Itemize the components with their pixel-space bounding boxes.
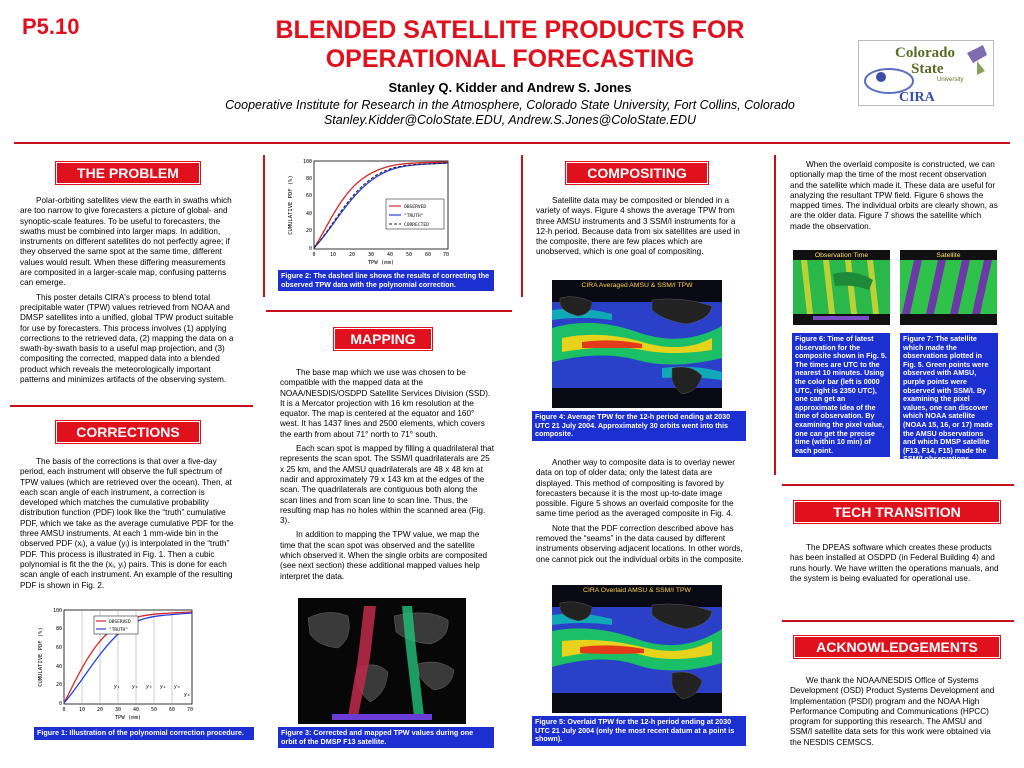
figure-4-map [552, 280, 722, 408]
institution-line: Cooperative Institute for Research in the Atmosphere, Colorado State University, Fort Collins, Colorado [225, 98, 795, 112]
figure-7-map [900, 250, 997, 325]
fig1-xtick-20: 20 [96, 707, 104, 713]
corrections-text [20, 457, 242, 595]
fig2-legend-observed: OBSERVED [404, 205, 427, 210]
tech-transition-text [790, 543, 1002, 588]
figure-6-graphic [793, 250, 890, 325]
figure-1 [34, 604, 196, 722]
fig1-xtick-10: 10 [78, 707, 86, 713]
fig2-ytick-100: 100 [302, 159, 312, 165]
corrections-paragraph-1: The basis of the corrections is that over a five-day period, each instrument will observe the full spectrum of TPW values (which are retrieved over the ocean). Then, at each scan angle of each instrument, a correction is developed which matches the cumulative probability distribution function (PDF) look like the “truth” cumulative PDF, which we take as the average cumulative PDF for the three AMSU instruments. At each 1 mm-wide bin in the observed PDF (xᵢ), a value (yᵢ) is interpolated in the “truth” PDF. This process is illustrated in Fig. 1. Then a cubic polynomial is fit the the (xᵢ, yᵢ) pairs. This is done for each scan angle of each instrument. An example of the resulting PDF is shown in Fig. 2. [20, 457, 234, 590]
fig1-ytick-100: 100 [52, 608, 62, 614]
acknowledgements-text [790, 676, 1002, 752]
acknowledgements-heading: ACKNOWLEDGEMENTS [794, 636, 1000, 658]
mapping-paragraph-3: In addition to mapping the TPW value, we map the time that the scan spot was observed and the satellite which observed it. When the single orbits are composited (see next section) these additional mapped values help interpret the data. [280, 530, 488, 581]
fig2-legend-truth: "TRUTH" [404, 214, 424, 219]
fig2-ytick-80: 80 [305, 176, 312, 182]
figure-5-caption: Figure 5: Overlaid TPW for the 12-h period ending at 2030 UTC 21 July 2004 (only the most recent datum at a point is shown). [532, 716, 746, 746]
fig2-legend-corrected: CORRECTED [404, 223, 429, 228]
problem-text [20, 196, 238, 389]
fig1-ytick-40: 40 [55, 664, 62, 670]
problem-heading: THE PROBLEM [56, 162, 200, 184]
figure-3-caption: Figure 3: Corrected and mapped TPW values during one orbit of the DMSP F13 satellite. [278, 727, 494, 748]
logo-state: State [911, 61, 944, 77]
fig2-xtick-70: 70 [442, 252, 450, 258]
fig2-xtick-30: 30 [367, 252, 375, 258]
fig1-xtick-30: 30 [114, 707, 122, 713]
figure-1-caption: Figure 1: Illustration of the polynomial correction procedure. [34, 727, 254, 740]
fig1-y4: y₄ [160, 684, 167, 690]
fig1-legend-observed: OBSERVED [109, 620, 131, 625]
fig1-xtick-40: 40 [132, 707, 140, 713]
mapping-paragraph-2: Each scan spot is mapped by filling a quadrilateral that represents the scan spot. The SSM/I quadrilaterals are 25 x 25 km, and the AMSU quadrilaterals are 48 x 48 km at nadir and approximately 79 x 143 km at the edges of the scan. The quadrilaterals are contiguous both along the scan lines and from scan line to scan line. Thus, the resulting map has no holes within the scanned area (Fig. 3). [280, 444, 494, 526]
authors: Stanley Q. Kidder and Andrew S. Jones [388, 80, 632, 95]
poster-title-line2: OPERATIONAL FORECASTING [325, 45, 695, 73]
problem-paragraph-1: Polar-orbiting satellites view the earth in swaths which are too narrow to give forecasters a picture of global- and synoptic-scale features. To be useful to forecasters, the swaths must be combined into larger maps. In addition, instruments on different satellites do not perfectly agree; if they observed the same spot at the same time, different values would result. When these differing measurements are composited in a larger-scale map, confusing patterns can emerge. [20, 196, 232, 288]
header-rule [14, 142, 1010, 144]
logo-cira: CIRA [899, 90, 935, 105]
compositing-paragraph-1: Satellite data may be composited or blended in a variety of ways. Figure 4 shows the average TPW from three AMSU instruments and 3 SSM/I instruments for a 12-h period. Because data from six satellites are used in the composite, there are few places which are unobserved, which is one goal of compositing. [536, 196, 740, 257]
tech-transition-paragraph-1: The DPEAS software which creates these products has been installed at OSDPD (in Federal Building 4) and runs hourly. We have written the operations manuals, and the system is being evaluated for operational use. [790, 543, 999, 583]
fig2-ytick-40: 40 [305, 211, 312, 217]
figure-7-label: Satellite [936, 252, 961, 259]
fig2-ytick-60: 60 [305, 193, 312, 199]
figure-7-caption: Figure 7: The satellite which made the observations plotted in Fig. 5. Green points were observed with AMSU, purple points were observed with SSM/I. By examining the pixel values, one can discover which NOAA satellite (NOAA 15, 16, or 17) made the AMSU observations and which DMSP satellite (F13, F14, F15) made the SSM/I observations. [900, 333, 998, 459]
figure-4-graphic [552, 280, 722, 408]
fig2-ylabel: CUMULATIVE PDF (%) [288, 175, 294, 235]
fig2-xtick-60: 60 [424, 252, 432, 258]
fig2-xtick-40: 40 [386, 252, 394, 258]
figure-6-caption: Figure 6: Time of latest observation for the composite shown in Fig. 5. The times are UTC to the nearest 10 minutes. Using the color bar (left is 0000 UTC, right is 2350 UTC), one can get an approximate idea of the time of observation. By examining the pixel value, one can get the precise time (within 10 min) of each point. [792, 333, 890, 457]
fig2-xlabel: TPW (mm) [367, 260, 395, 266]
acknowledgements-paragraph-1: We thank the NOAA/NESDIS Office of Systems Development (OSD) Product Systems Development and Implementation (PSDI) program and the NOAA High Performance Computing and Communications (HPCC) program for supporting this research. The AMSU and SSM/I satellite data sets for this work were obtained via the NESDIS CEMSCS. [790, 676, 995, 747]
fig1-y3: y₃ [146, 684, 153, 690]
problem-corrections-rule [10, 405, 253, 407]
logo-colorado: Colorado [895, 45, 955, 61]
fig2-mapping-rule [266, 310, 512, 312]
overlay-text [790, 160, 1002, 236]
col3-col4-rule [774, 155, 776, 475]
fig1-xtick-50: 50 [150, 707, 158, 713]
email-line: Stanley.Kidder@ColoState.EDU, Andrew.S.Jones@ColoState.EDU [323, 113, 697, 127]
poster-code: P5.10 [22, 14, 80, 39]
figure-2 [282, 155, 452, 267]
fig1-ytick-80: 80 [55, 626, 62, 632]
mapping-paragraph-1: The base map which we use was chosen to be compatible with the mapped data at the NOAA/NESDIS/OSDPD Satellite Services Division (SSD). It is a Mercator projection with 16 km resolution at the equator. The map is centered at the equator and 160° west. It has 1437 lines and 2500 elements, which covers the earth from about 71° north to 71° south. [280, 368, 491, 439]
figure-3-graphic [298, 598, 466, 724]
compositing-heading: COMPOSITING [566, 162, 708, 184]
fig2-ytick-20: 20 [305, 228, 312, 234]
fig1-xtick-0: 0 [62, 707, 66, 713]
compositing-text-1 [536, 196, 748, 262]
fig1-y1: y₁ [114, 684, 121, 690]
figure-4-caption: Figure 4: Average TPW for the 12-h period ending at 2030 UTC 21 July 2004. Approximately 30 orbits went into this composite. [532, 411, 746, 441]
institution [160, 98, 860, 128]
figure-2-caption: Figure 2: The dashed line shows the results of correcting the observed TPW data with the polynomial correction. [278, 270, 494, 291]
figure-6-map [793, 250, 890, 325]
figure-5-map [552, 585, 722, 713]
fig2-xtick-0: 0 [312, 252, 316, 258]
overlay-tech-rule [782, 484, 1014, 486]
compositing-paragraph-3: Note that the PDF correction described above has removed the “seams” in the data caused by different instruments observing adjacent locations. In other words, one cannot pick out the individual orbits in the composite. [536, 523, 744, 564]
figure-7-graphic [900, 250, 997, 325]
figure-6-label: Observation Time [814, 252, 869, 259]
figure-1-plot [34, 604, 196, 722]
fig1-ytick-60: 60 [55, 645, 62, 651]
fig2-ytick-0: 0 [308, 246, 312, 252]
fig1-xlabel: TPW (mm) [114, 715, 142, 721]
mapping-text [280, 368, 494, 586]
figure-5-graphic [552, 585, 722, 713]
figure-2-plot [282, 155, 452, 267]
fig2-xtick-10: 10 [329, 252, 337, 258]
fig1-ylabel: CUMULATIVE PDF (%) [38, 627, 44, 687]
logo-university: University [937, 77, 964, 83]
logo-graphic [859, 41, 995, 107]
figure-4-label: CIRA Averaged AMSU & SSM/I TPW [581, 282, 693, 289]
csu-cira-logo [858, 40, 994, 106]
figure-3-map [298, 598, 466, 724]
fig2-xtick-50: 50 [405, 252, 413, 258]
fig1-ytick-20: 20 [55, 682, 62, 688]
fig1-xtick-60: 60 [168, 707, 176, 713]
fig1-xtick-70: 70 [186, 707, 194, 713]
tech-transition-heading: TECH TRANSITION [794, 501, 1000, 523]
fig2-xtick-20: 20 [348, 252, 356, 258]
overlay-paragraph-1: When the overlaid composite is constructed, we can optionally map the time of the most recent observation and the satellite which made it. These data are useful for analyzing the resultant TPW field. Figure 6 shows the mapped times. The individual orbits are clearly shown, as are the older data. Figure 7 shows the satellite which made the observation. [790, 160, 998, 231]
problem-paragraph-2: This poster details CIRA's process to blend total precipitable water (TPW) values retrieved from NOAA and DMSP satellites into a unified, global TPW product suitable for use by forecasters. This process involves (1) applying corrections to the retrieved data, (2) mapping the data on a swath-by-swath basis to a useful map projection, and (3) compositing the corrected, mapped data into a blended product which reveals the meteorologically important patterns and minimizes artifacts of the observing system. [20, 292, 234, 385]
col2-col3-rule-top [521, 155, 523, 297]
fig1-y6: y₆ [184, 692, 191, 698]
mapping-heading: MAPPING [334, 328, 432, 350]
figure-5-label: CIRA Overlaid AMSU & SSM/I TPW [583, 587, 691, 594]
col1-col2-rule-top [263, 155, 265, 297]
compositing-text-2 [536, 458, 748, 569]
tech-ack-rule [782, 620, 1014, 622]
fig1-y2: y₂ [132, 684, 139, 690]
corrections-heading: CORRECTIONS [56, 421, 200, 443]
compositing-paragraph-2: Another way to composite data is to overlay newer data on top of older data; only the latest data are displayed. This method of compositing is favored by forecasters because it is the most up-to-date image possible. Figure 5 shows an overlaid composite for the same time period as the averaged composite in Fig. 4. [536, 458, 735, 519]
fig1-y5: y₅ [174, 684, 181, 690]
poster-title-line1: BLENDED SATELLITE PRODUCTS FOR [275, 16, 745, 44]
fig1-ytick-0: 0 [58, 701, 62, 707]
fig1-legend-truth: "TRUTH" [109, 628, 128, 633]
